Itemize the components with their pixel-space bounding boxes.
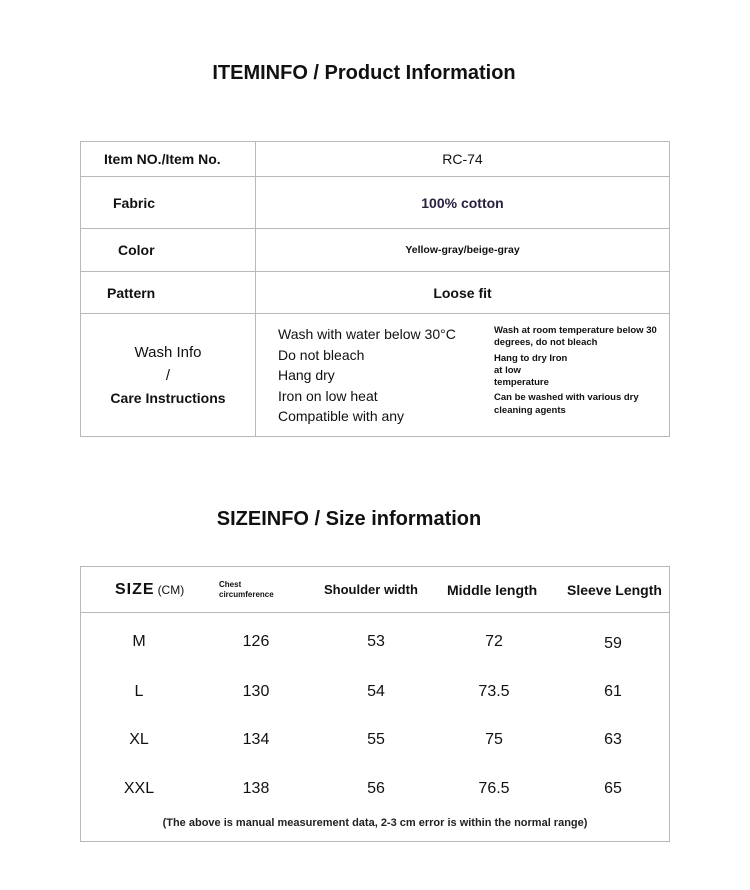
chest-cell: 130 xyxy=(242,683,270,700)
shoulder-cell: 56 xyxy=(367,780,385,797)
chest-column-header xyxy=(219,567,274,612)
chest-cell: 134 xyxy=(242,731,270,748)
wash-note: Wash at room temperature below 30 degrees, do not bleach xyxy=(494,325,657,349)
wash-note: Hang to dry Iron at low temperature xyxy=(494,352,568,389)
chest-cell: 138 xyxy=(242,780,270,797)
fabric-label: Fabric xyxy=(81,177,256,228)
shoulder-column-header: Shoulder width xyxy=(324,582,418,597)
pattern-row xyxy=(81,272,669,314)
sleeve-length-column-header: Sleeve Length xyxy=(567,581,662,598)
sleeve-length-cell: 65 xyxy=(604,780,622,797)
wash-instruction-line: Hang dry xyxy=(278,367,335,383)
product-information-table xyxy=(80,141,670,437)
wash-info-label xyxy=(81,314,256,436)
size-information-title: SIZEINFO / Size information xyxy=(216,508,482,530)
middle-length-cell: 75 xyxy=(485,731,503,748)
fabric-row xyxy=(81,177,669,229)
size-header-label: SIZE xyxy=(115,580,155,598)
fabric-value: 100% cotton xyxy=(421,194,504,211)
color-value: Yellow-gray/beige-gray xyxy=(405,244,520,256)
size-row xyxy=(81,618,669,666)
middle-length-column-header: Middle length xyxy=(447,581,538,598)
measurement-note: (The above is manual measurement data, 2-3 cm error is within the normal range) xyxy=(162,817,588,829)
wash-info-value xyxy=(256,314,669,436)
wash-info-label-line2: / xyxy=(165,366,171,384)
wash-instructions-list xyxy=(278,324,456,427)
shoulder-cell: 53 xyxy=(367,633,385,650)
color-row xyxy=(81,229,669,272)
size-cell: XL xyxy=(129,731,149,748)
wash-notes-list xyxy=(494,325,672,420)
sleeve-length-cell: 61 xyxy=(604,683,622,700)
wash-info-row xyxy=(81,314,669,436)
wash-instruction-line: Do not bleach xyxy=(278,346,365,363)
wash-instruction-line: Compatible with any xyxy=(278,408,405,424)
size-row xyxy=(81,765,669,813)
chest-header-line2: circumference xyxy=(219,589,274,599)
wash-info-label-line3: Care Instructions xyxy=(110,389,226,406)
item-number-value: RC-74 xyxy=(442,151,483,167)
sleeve-length-cell: 63 xyxy=(604,731,622,748)
chest-cell: 126 xyxy=(242,633,270,650)
wash-instruction-line: Iron on low heat xyxy=(278,387,378,404)
size-column-header xyxy=(115,567,184,612)
middle-length-cell: 73.5 xyxy=(478,683,510,700)
size-cell: XXL xyxy=(123,780,155,797)
chest-header-line1: Chest xyxy=(219,579,242,589)
product-information-title: ITEMINFO / Product Information xyxy=(212,62,516,84)
shoulder-cell: 55 xyxy=(367,731,385,748)
pattern-label: Pattern xyxy=(81,272,256,313)
middle-length-cell: 72 xyxy=(485,633,503,650)
shoulder-cell: 54 xyxy=(367,683,385,700)
item-number-label: Item NO./Item No. xyxy=(81,142,256,176)
size-cell: L xyxy=(134,683,144,700)
size-row xyxy=(81,668,669,716)
size-row xyxy=(81,716,669,764)
pattern-value: Loose fit xyxy=(433,284,492,301)
item-number-row xyxy=(81,142,669,177)
sleeve-length-cell: 59 xyxy=(604,635,622,652)
size-table-header xyxy=(81,567,669,613)
middle-length-cell: 76.5 xyxy=(478,780,510,797)
size-information-table xyxy=(80,566,670,842)
size-cell: M xyxy=(132,633,146,650)
wash-note: Can be washed with various dry cleaning agents xyxy=(494,392,639,416)
color-label: Color xyxy=(81,229,256,271)
wash-info-label-line1: Wash Info xyxy=(134,343,202,361)
size-header-unit: (CM) xyxy=(157,582,185,597)
wash-instruction-line: Wash with water below 30°C xyxy=(278,326,456,342)
